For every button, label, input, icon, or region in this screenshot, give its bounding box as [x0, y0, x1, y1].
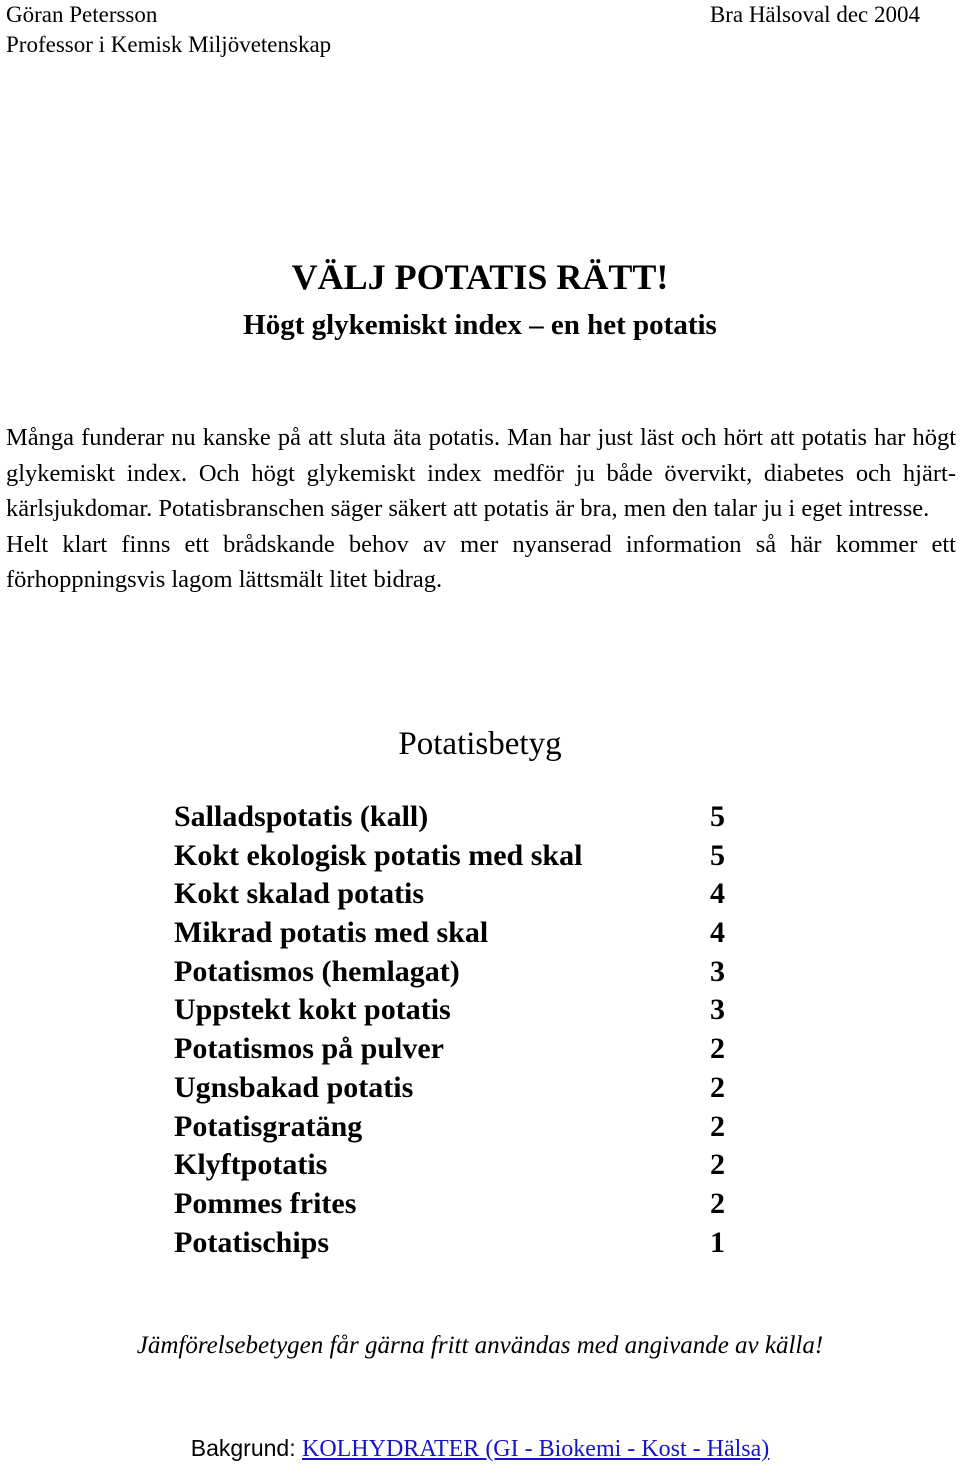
- rating-name: Kokt ekologisk potatis med skal: [174, 838, 583, 872]
- rating-score: 2: [710, 1109, 725, 1143]
- rating-row: [174, 837, 754, 876]
- rating-score: 3: [710, 954, 725, 988]
- footer: [0, 1430, 960, 1467]
- author-affiliation: Professor i Kemisk Miljövetenskap: [6, 32, 332, 57]
- rating-score: 2: [710, 1032, 725, 1066]
- rating-name: Klyftpotatis: [174, 1148, 328, 1182]
- rating-name: Pommes frites: [174, 1186, 357, 1220]
- rating-name: Potatismos (hemlagat): [174, 954, 460, 988]
- page-subtitle: Högt glykemiskt index – en het potatis: [243, 309, 717, 341]
- rating-row: [174, 1108, 754, 1147]
- page-title: VÄLJ POTATIS RÄTT!: [291, 257, 669, 297]
- rating-row: [174, 798, 754, 837]
- rating-row: [174, 1224, 754, 1263]
- rating-score: 5: [710, 838, 725, 872]
- rating-row: [174, 914, 754, 953]
- rating-row: [174, 1030, 754, 1069]
- ratings-heading: Potatisbetyg: [398, 726, 562, 762]
- rating-score: 3: [710, 993, 725, 1027]
- footer-label: Bakgrund:: [190, 1435, 296, 1461]
- intro-paragraph: Många funderar nu kanske på att sluta äta potatis. Man har just läst och hört att potatis har högt glykemiskt index. Och högt glykemiskt index medför ju både övervikt, diabetes och hjärt-kärlsjukdomar. Potatisbranschen säger säkert att potatis är bra, men den talar ju i eget intresse.: [6, 424, 956, 522]
- rating-row: [174, 1069, 754, 1108]
- rating-row: [174, 1185, 754, 1224]
- rating-score: 4: [710, 877, 725, 911]
- rating-name: Potatismos på pulver: [174, 1032, 444, 1066]
- rating-name: Kokt skalad potatis: [174, 877, 425, 911]
- rating-row: [174, 953, 754, 992]
- rating-name: Potatisgratäng: [174, 1109, 363, 1143]
- background-link[interactable]: KOLHYDRATER (GI - Biokemi - Kost - Hälsa): [301, 1436, 770, 1462]
- rating-score: 2: [710, 1148, 725, 1182]
- rating-name: Ugnsbakad potatis: [174, 1070, 414, 1104]
- author-name: Göran Petersson: [6, 2, 158, 27]
- rating-name: Mikrad potatis med skal: [174, 916, 489, 950]
- rating-name: Salladspotatis (kall): [174, 800, 429, 833]
- intro-paragraph: Helt klart finns ett brådskande behov av mer nyanserad information så här kommer ett förhoppningsvis lagom lättsmält litet bidrag.: [6, 530, 956, 593]
- rating-score: 5: [710, 800, 725, 833]
- rating-row: [174, 875, 754, 914]
- title-block: [0, 252, 960, 348]
- rating-row: [174, 991, 754, 1030]
- ratings-list: [174, 798, 754, 1262]
- header-author-block: [6, 0, 331, 60]
- rating-name: Potatischips: [174, 1225, 330, 1259]
- rating-name: Uppstekt kokt potatis: [174, 993, 451, 1027]
- rating-row: [174, 1146, 754, 1185]
- intro-text: [6, 420, 956, 598]
- rating-score: 1: [710, 1225, 725, 1259]
- rating-score: 2: [710, 1186, 725, 1220]
- rating-score: 2: [710, 1070, 725, 1104]
- publication-label: Bra Hälsoval dec 2004: [709, 2, 920, 27]
- usage-note: Jämförelsebetygen får gärna fritt användas med angivande av källa!: [136, 1332, 824, 1359]
- rating-score: 4: [710, 916, 725, 950]
